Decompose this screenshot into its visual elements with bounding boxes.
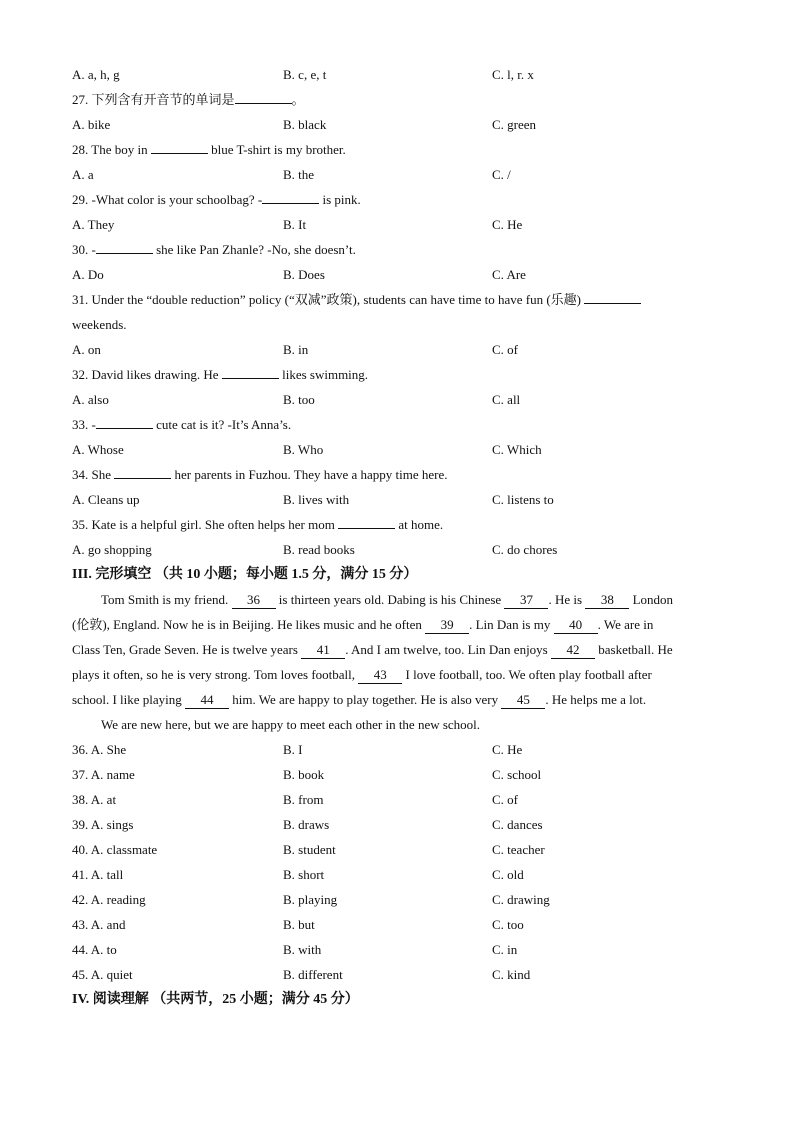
- option-b: B. black: [283, 117, 327, 132]
- option-a: A. a, h, g: [72, 67, 120, 82]
- option-a: A. Whose: [72, 442, 124, 457]
- option-b: B. the: [283, 167, 315, 182]
- option-b: B. book: [283, 767, 325, 782]
- option-b: B. different: [283, 967, 343, 982]
- q30-options: [72, 262, 732, 287]
- option-a: A. bike: [72, 117, 111, 132]
- option-b: B. playing: [283, 892, 338, 907]
- option-c: C. l, r. x: [492, 67, 534, 82]
- option-a: 37. A. name: [72, 767, 135, 782]
- answer-blank: [96, 428, 153, 429]
- option-a: 42. A. reading: [72, 892, 146, 907]
- question-31-continued: weekends.: [72, 317, 127, 332]
- q35-options: [72, 537, 732, 562]
- section-heading-cloze: III. 完形填空 （共 10 小题；每小题 1.5 分，满分 15 分）: [72, 567, 418, 582]
- option-c: C. /: [492, 167, 511, 182]
- option-b: B. read books: [283, 542, 355, 557]
- cloze-options-37: [72, 762, 732, 787]
- question-27: 27. 下列含有开音节的单词是 。: [72, 92, 305, 107]
- option-b: B. student: [283, 842, 336, 857]
- exam-page: [72, 62, 732, 1012]
- option-a: A. go shopping: [72, 542, 152, 557]
- option-b: B. with: [283, 942, 322, 957]
- blank-39: 39: [425, 617, 469, 634]
- blank-38: 38: [585, 592, 629, 609]
- option-b: B. c, e, t: [283, 67, 327, 82]
- option-a: 36. A. She: [72, 742, 127, 757]
- option-c: C. too: [492, 917, 524, 932]
- question-32: 32. David likes drawing. He likes swimming.: [72, 367, 369, 382]
- option-c: C. in: [492, 942, 518, 957]
- q31-options: [72, 337, 732, 362]
- cloze-options-39: [72, 812, 732, 837]
- option-c: C. Are: [492, 267, 526, 282]
- section-heading-reading: IV. 阅读理解 （共两节，25 小题；满分 45 分）: [72, 992, 359, 1007]
- blank-36: 36: [232, 592, 276, 609]
- option-b: B. lives with: [283, 492, 350, 507]
- option-c: C. of: [492, 342, 518, 357]
- option-b: B. Who: [283, 442, 324, 457]
- question-29: 29. -What color is your schoolbag? - is pink.: [72, 192, 361, 207]
- question-31: 31. Under the “double reduction” policy (“双减”政策), students can have time to have fun (乐趣): [72, 287, 732, 312]
- question-28: 28. The boy in blue T-shirt is my brother.: [72, 142, 346, 157]
- cloze-options-43: [72, 912, 732, 937]
- blank-41: 41: [301, 642, 345, 659]
- answer-blank: [262, 203, 319, 204]
- option-a: A. Cleans up: [72, 492, 140, 507]
- passage-line: Class Ten, Grade Seven. He is twelve years 41 . And I am twelve, too. Lin Dan enjoys 42 basketball. He: [72, 642, 673, 657]
- blank-45: 45: [501, 692, 545, 709]
- answer-blank: [96, 253, 153, 254]
- cloze-options-36: [72, 737, 732, 762]
- option-b: B. Does: [283, 267, 325, 282]
- cloze-options-45: [72, 962, 732, 987]
- option-a: 39. A. sings: [72, 817, 134, 832]
- option-c: C. dances: [492, 817, 543, 832]
- option-b: B. from: [283, 792, 324, 807]
- option-a: A. a: [72, 167, 94, 182]
- option-c: C. Which: [492, 442, 542, 457]
- option-c: C. school: [492, 767, 542, 782]
- passage-line: Tom Smith is my friend. 36 is thirteen years old. Dabing is his Chinese 37 . He is 38 London: [101, 592, 674, 607]
- q27-options: [72, 112, 732, 137]
- answer-blank: [114, 478, 171, 479]
- option-c: C. drawing: [492, 892, 550, 907]
- option-b: B. too: [283, 392, 315, 407]
- question-34: 34. She her parents in Fuzhou. They have a happy time here.: [72, 467, 448, 482]
- option-c: C. green: [492, 117, 537, 132]
- question-33: 33. - cute cat is it? -It’s Anna’s.: [72, 417, 292, 432]
- question-35: 35. Kate is a helpful girl. She often helps her mom at home.: [72, 517, 444, 532]
- option-c: C. He: [492, 742, 523, 757]
- passage-line: plays it often, so he is very strong. Tom loves football, 43 I love football, too. We often play football after: [72, 667, 652, 682]
- q28-options: [72, 162, 732, 187]
- blank-42: 42: [551, 642, 595, 659]
- question-30: 30. - she like Pan Zhanle? -No, she doesn’t.: [72, 242, 356, 257]
- cloze-options-40: [72, 837, 732, 862]
- option-b: B. short: [283, 867, 325, 882]
- option-c: C. He: [492, 217, 523, 232]
- option-c: C. all: [492, 392, 521, 407]
- option-a: 44. A. to: [72, 942, 117, 957]
- option-a: A. They: [72, 217, 115, 232]
- option-c: C. teacher: [492, 842, 545, 857]
- option-c: C. listens to: [492, 492, 554, 507]
- option-a: A. on: [72, 342, 101, 357]
- answer-blank: [151, 153, 208, 154]
- option-b: B. I: [283, 742, 303, 757]
- option-c: C. do chores: [492, 542, 558, 557]
- option-b: B. but: [283, 917, 315, 932]
- option-b: B. It: [283, 217, 307, 232]
- option-a: A. Do: [72, 267, 104, 282]
- q33-options: [72, 437, 732, 462]
- option-c: C. of: [492, 792, 518, 807]
- cloze-options-42: [72, 887, 732, 912]
- option-a: 40. A. classmate: [72, 842, 158, 857]
- option-b: B. draws: [283, 817, 330, 832]
- q34-options: [72, 487, 732, 512]
- option-a: 45. A. quiet: [72, 967, 133, 982]
- option-a: 43. A. and: [72, 917, 126, 932]
- q26-options: [72, 62, 732, 87]
- answer-blank: [235, 103, 292, 104]
- passage-line: school. I like playing 44 him. We are happy to play together. He is also very 45 . He helps me a lot.: [72, 692, 647, 707]
- blank-44: 44: [185, 692, 229, 709]
- option-c: C. kind: [492, 967, 531, 982]
- cloze-options-38: [72, 787, 732, 812]
- cloze-options-41: [72, 862, 732, 887]
- option-c: C. old: [492, 867, 524, 882]
- answer-blank: [222, 378, 279, 379]
- blank-43: 43: [358, 667, 402, 684]
- q32-options: [72, 387, 732, 412]
- cloze-options-44: [72, 937, 732, 962]
- blank-40: 40: [554, 617, 598, 634]
- option-a: A. also: [72, 392, 109, 407]
- passage-line: We are new here, but we are happy to meet each other in the new school.: [101, 717, 481, 732]
- option-a: 41. A. tall: [72, 867, 124, 882]
- option-a: 38. A. at: [72, 792, 117, 807]
- blank-37: 37: [504, 592, 548, 609]
- passage-line: (伦敦), England. Now he is in Beijing. He likes music and he often 39 . Lin Dan is my 40 . We are in: [72, 617, 654, 632]
- answer-blank: [338, 528, 395, 529]
- q29-options: [72, 212, 732, 237]
- option-b: B. in: [283, 342, 309, 357]
- answer-blank: [584, 303, 641, 304]
